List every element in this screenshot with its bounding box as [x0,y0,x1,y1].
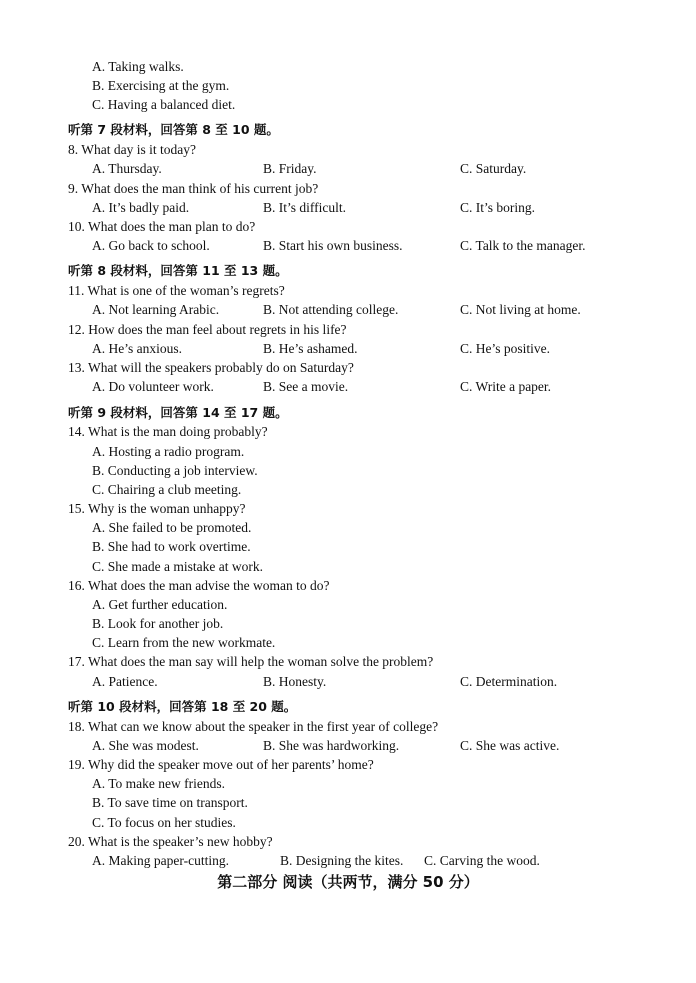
q12-option-c: C. He’s positive. [460,341,550,356]
option-b: B. Exercising at the gym. [92,78,230,93]
q13-option-b: B. See a movie. [263,379,349,394]
q17-option-a: A. Patience. [92,674,158,689]
section-heading-10: 听第 10 段材料，回答第 18 至 20 题。 [68,699,297,714]
q14-option-b: B. Conducting a job interview. [92,463,258,478]
option-a: A. Taking walks. [92,59,184,74]
q17-option-b: B. Honesty. [263,674,327,689]
section-heading-8: 听第 8 段材料，回答第 11 至 13 题。 [68,263,288,278]
q10-option-a: A. Go back to school. [92,238,210,253]
q8-option-a: A. Thursday. [92,161,162,176]
q10-option-b: B. Start his own business. [263,238,403,253]
section-heading-9: 听第 9 段材料，回答第 14 至 17 题。 [68,405,288,420]
q18-option-c: C. She was active. [460,738,560,753]
question-11: 11. What is one of the woman’s regrets? [68,283,285,298]
question-20: 20. What is the speaker’s new hobby? [68,834,273,849]
q13-option-c: C. Write a paper. [460,379,552,394]
q20-option-b: B. Designing the kites. [280,853,404,868]
section-heading-7: 听第 7 段材料，回答第 8 至 10 题。 [68,122,279,137]
q17-option-c: C. Determination. [460,674,558,689]
q14-option-c: C. Chairing a club meeting. [92,482,242,497]
q20-option-c: C. Carving the wood. [424,853,540,868]
q18-option-b: B. She was hardworking. [263,738,400,753]
q19-option-b: B. To save time on transport. [92,795,248,810]
question-9: 9. What does the man think of his current job? [68,181,319,196]
q10-option-c: C. Talk to the manager. [460,238,586,253]
q12-option-b: B. He’s ashamed. [263,341,358,356]
q9-option-a: A. It’s badly paid. [92,200,190,215]
q9-option-b: B. It’s difficult. [263,200,346,215]
q16-option-b: B. Look for another job. [92,616,224,631]
question-17: 17. What does the man say will help the woman solve the problem? [68,654,434,669]
question-16: 16. What does the man advise the woman to do? [68,578,330,593]
question-14: 14. What is the man doing probably? [68,424,268,439]
part-two-heading: 第二部分 阅读（共两节，满分 50 分） [217,873,479,891]
question-10: 10. What does the man plan to do? [68,219,256,234]
q19-option-c: C. To focus on her studies. [92,815,236,830]
q15-option-b: B. She had to work overtime. [92,539,251,554]
q9-option-c: C. It’s boring. [460,200,536,215]
q8-option-c: C. Saturday. [460,161,527,176]
q13-option-a: A. Do volunteer work. [92,379,214,394]
q19-option-a: A. To make new friends. [92,776,226,791]
q18-option-a: A. She was modest. [92,738,199,753]
q16-option-c: C. Learn from the new workmate. [92,635,276,650]
q11-option-a: A. Not learning Arabic. [92,302,220,317]
question-8: 8. What day is it today? [68,142,196,157]
question-15: 15. Why is the woman unhappy? [68,501,246,516]
question-18: 18. What can we know about the speaker in the first year of college? [68,719,439,734]
q11-option-b: B. Not attending college. [263,302,399,317]
q15-option-c: C. She made a mistake at work. [92,559,263,574]
q11-option-c: C. Not living at home. [460,302,581,317]
q14-option-a: A. Hosting a radio program. [92,444,245,459]
q8-option-b: B. Friday. [263,161,317,176]
option-c: C. Having a balanced diet. [92,97,236,112]
q15-option-a: A. She failed to be promoted. [92,520,252,535]
question-13: 13. What will the speakers probably do on Saturday? [68,360,354,375]
question-19: 19. Why did the speaker move out of her parents’ home? [68,757,374,772]
q12-option-a: A. He’s anxious. [92,341,182,356]
q16-option-a: A. Get further education. [92,597,228,612]
q20-option-a: A. Making paper-cutting. [92,853,229,868]
question-12: 12. How does the man feel about regrets in his life? [68,322,347,337]
